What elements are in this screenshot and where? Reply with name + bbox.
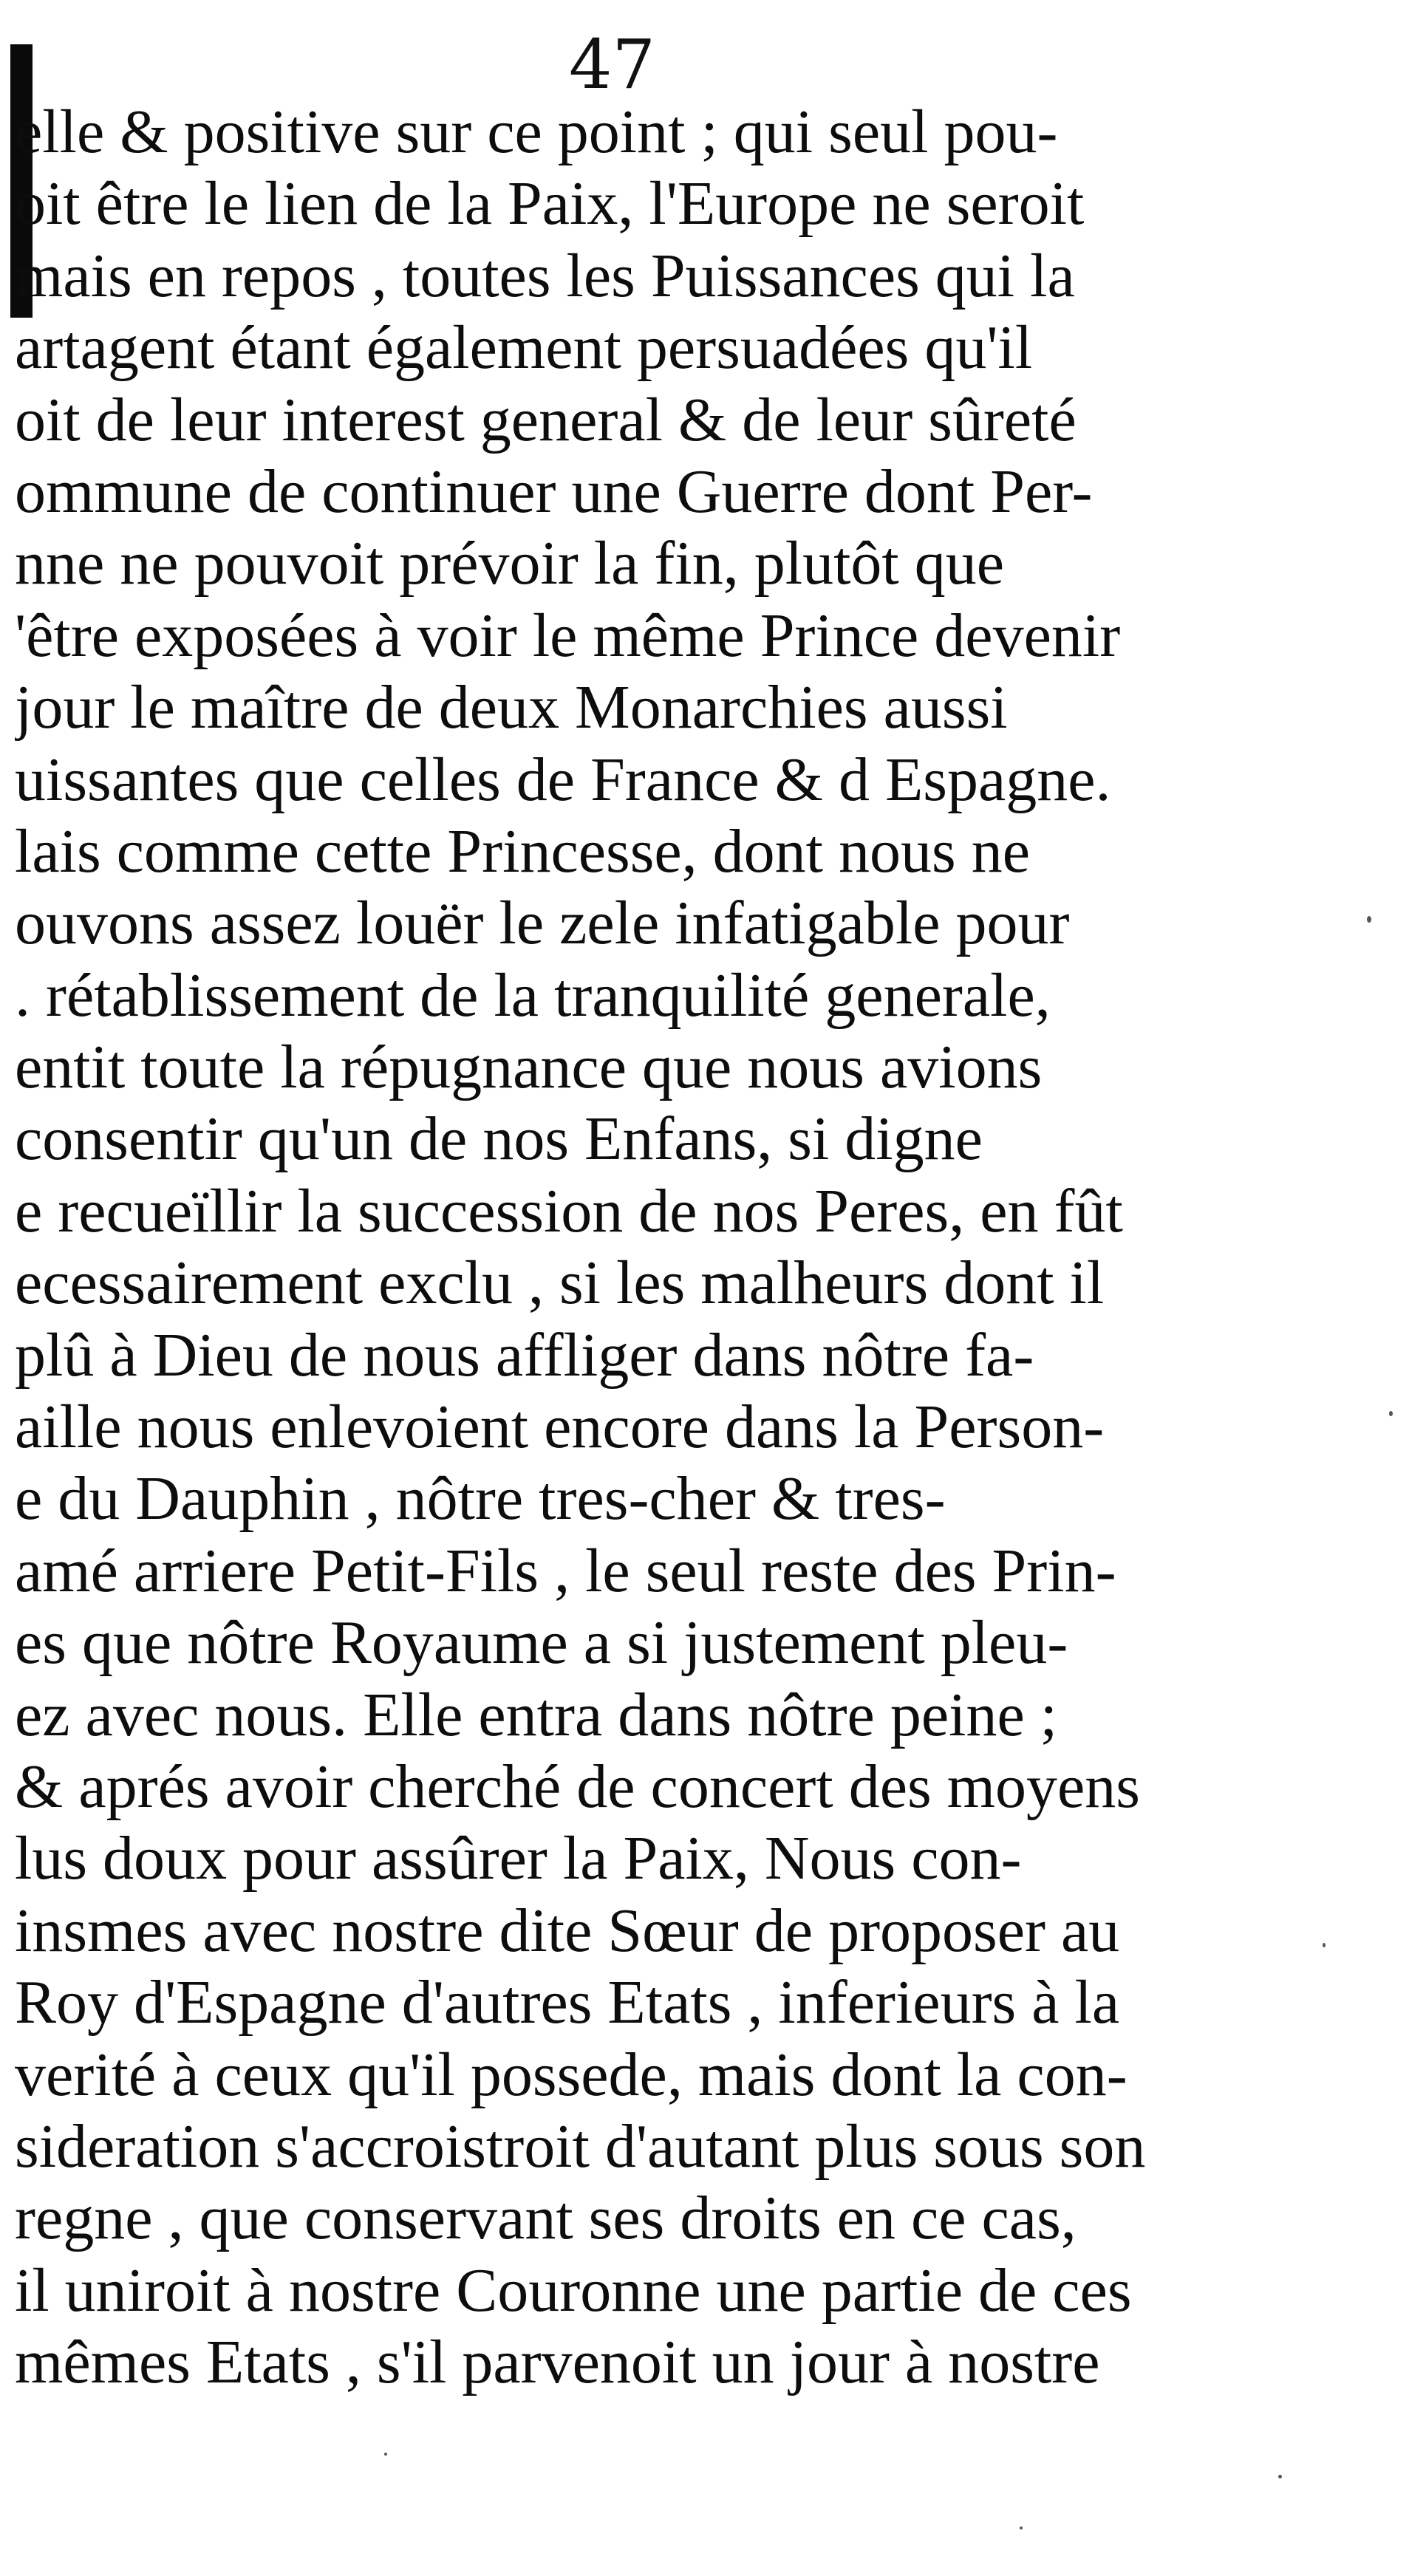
text-line: verité à ceux qu'il possede, mais dont la con-	[15, 2040, 1127, 2109]
text-line: & aprés avoir cherché de concert des moyens	[15, 1752, 1140, 1821]
text-line: jour le maître de deux Monarchies aussi	[15, 673, 1008, 742]
text-line: artagent étant également persuadées qu'il	[15, 313, 1033, 383]
text-line: ecessairement exclu , si les malheurs dont il	[15, 1248, 1105, 1318]
text-line: amé arriere Petit-Fils , le seul reste des Prin-	[15, 1536, 1116, 1605]
text-line: nne ne pouvoit prévoir la fin, plutôt que	[15, 529, 1005, 598]
text-line: uissantes que celles de France & d Espagne.	[15, 745, 1111, 814]
text-line: elle & positive sur ce point ; qui seul pou-	[15, 98, 1058, 166]
text-line: il uniroit à nostre Couronne une partie de ces	[15, 2255, 1132, 2325]
text-line: ouvons assez louër le zele infatigable pour	[15, 889, 1070, 958]
text-line: insmes avec nostre dite Sœur de proposer au	[15, 1896, 1120, 1965]
text-line: mêmes Etats , s'il parvenoit un jour à nostre	[15, 2328, 1100, 2397]
text-line: 'être exposées à voir le même Prince devenir	[15, 601, 1121, 670]
text-line: es que nôtre Royaume a si justement pleu-	[15, 1608, 1068, 1678]
paper-speck	[384, 2453, 387, 2456]
paper-speck	[1278, 2475, 1282, 2478]
text-line: aille nous enlevoient encore dans la Person-	[15, 1393, 1105, 1462]
text-line: entit toute la répugnance que nous avions	[15, 1033, 1043, 1102]
text-line: Roy d'Espagne d'autres Etats , inferieurs à la	[15, 1968, 1120, 2037]
text-line: mais en repos , toutes les Puissances qui la	[15, 241, 1075, 310]
paper-speck	[1020, 2527, 1023, 2529]
text-block	[15, 96, 1227, 2399]
text-line: e recueïllir la succession de nos Peres, en fût	[15, 1176, 1123, 1246]
text-line: . rétablissement de la tranquilité generale,	[15, 960, 1051, 1030]
text-line: lus doux pour assûrer la Paix, Nous con-	[15, 1824, 1022, 1893]
paper-speck	[1323, 1943, 1326, 1947]
text-line: ez avec nous. Elle entra dans nôtre peine ;	[15, 1680, 1058, 1749]
text-line: oit être le lien de la Paix, l'Europe ne seroit	[15, 169, 1085, 239]
text-line: e du Dauphin , nôtre tres-cher & tres-	[15, 1464, 946, 1534]
text-line: ommune de continuer une Guerre dont Per-	[15, 457, 1093, 526]
text-line: sideration s'accroistroit d'autant plus sous son	[15, 2111, 1146, 2181]
text-line: oit de leur interest general & de leur sûreté	[15, 385, 1077, 454]
text-line: lais comme cette Princesse, dont nous ne	[15, 816, 1030, 886]
text-line: consentir qu'un de nos Enfans, si digne	[15, 1104, 983, 1174]
paper-speck	[1367, 916, 1371, 923]
paper-speck	[1389, 1411, 1393, 1416]
page-number: 47	[569, 25, 656, 104]
text-line: plû à Dieu de nous affliger dans nôtre fa-	[15, 1320, 1034, 1390]
text-line: regne , que conservant ses droits en ce cas,	[15, 2184, 1077, 2253]
